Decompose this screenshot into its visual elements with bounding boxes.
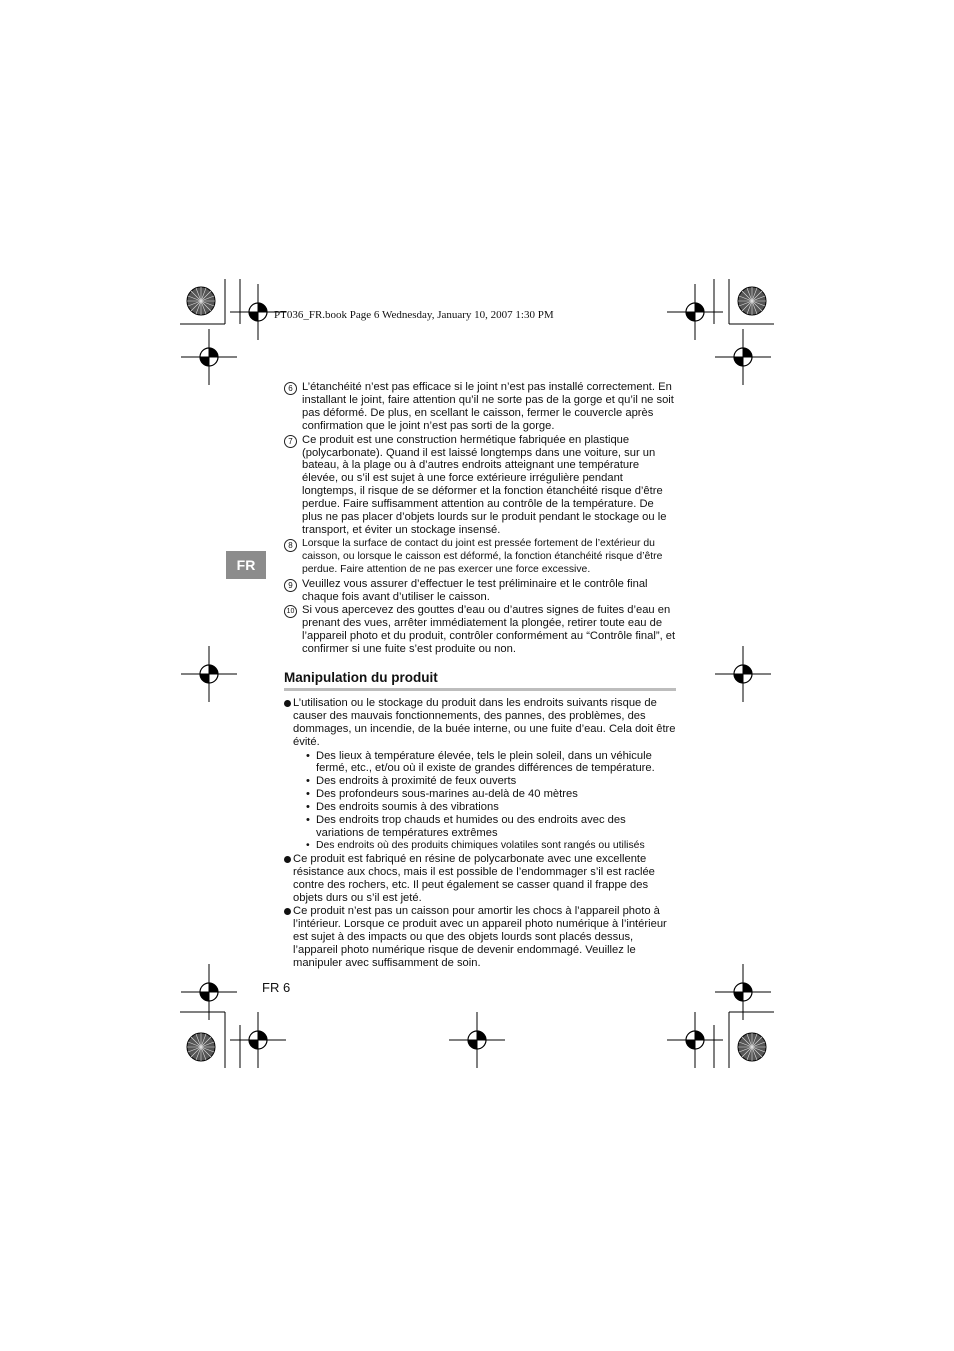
page-number: FR 6 [262, 980, 291, 995]
small-bullet-icon: • [306, 749, 310, 762]
circled-number: 9 [284, 579, 297, 592]
sub-item-text: Des endroits où des produits chimiques volatiles sont rangés ou utilisés [316, 839, 645, 851]
sub-item [284, 840, 676, 853]
circled-number: 8 [284, 539, 297, 552]
sub-item [284, 788, 676, 801]
small-bullet-icon: • [306, 814, 310, 827]
bullet-text: Ce produit est fabriqué en résine de polycarbonate avec une excellente résistance aux chocs, mais il est possible de l’endommager s’il est raclée contre des rochers, etc. Il peut également se casser quand il frappe des objets durs ou s’il est jeté. [293, 852, 655, 904]
sub-item-text: Des profondeurs sous-marines au-delà de 40 mètres [316, 788, 578, 801]
bullet-dot-icon [284, 856, 291, 863]
sub-item [284, 801, 676, 814]
circled-number: 10 [284, 605, 297, 618]
book-header-line: PT036_FR.book Page 6 Wednesday, January 10, 2007 1:30 PM [274, 309, 554, 321]
precaution-text: Ce produit est une construction hermétique fabriquée en plastique (polycarbonate). Quand il est laissé longtemps dans une voiture, sur un bateau, à la plage ou à d’autres endroits atteignant une température élevée, ou s’il est sujet à une force extérieure irrégulière pendant longtemps, il risque de se déformer et la fonction étanchéité risque d’être perdue. Faire suffisamment attention au contrôle de la température. De plus ne pas placer d’objets lourds sur le produit pendant le stockage ou le transport, et éviter un stockage insensé. [302, 433, 667, 536]
sub-item-text: Des endroits soumis à des vibrations [316, 801, 499, 814]
sub-item-text: Des lieux à température élevée, tels le plein soleil, dans un véhicule fermé, etc., et/ou où il existe de grandes différences de température. [316, 749, 655, 775]
small-bullet-icon: • [306, 775, 310, 788]
precaution-item [284, 578, 676, 604]
precaution-text: Si vous apercevez des gouttes d’eau ou d’autres signes de fuites d’eau en prenant des vues, arrêter immédiatement la plongée, retirer toute eau de l’appareil photo et du produit, contrôler conformément au “Contrôle final”, et confirmer si une fuite s’est produite ou non. [302, 604, 676, 656]
precaution-text: Lorsque la surface de contact du joint est pressée fortement de l’extérieur du caisson, ou lorsque le caisson est déformé, la fonction étanchéité risque d’être perdue. Faire attention de ne pas exercer une force excessive. [302, 537, 663, 575]
bullet-text: L’utilisation ou le stockage du produit dans les endroits suivants risque de causer des mauvais fonctionnements, des pannes, des problèmes, des dommages, un incendie, de la buée interne, ou une fuite d’eau. Cela doit être évité. [293, 696, 676, 748]
precaution-item [284, 538, 676, 577]
bullet-dot-icon [284, 700, 291, 707]
bullet-dot-icon [284, 908, 291, 915]
circled-number: 6 [284, 382, 297, 395]
precaution-item [284, 604, 676, 656]
bullet-item [284, 905, 676, 970]
bullet-item [284, 697, 676, 749]
small-bullet-icon: • [306, 801, 310, 814]
sub-item-text: Des endroits à proximité de feux ouverts [316, 775, 517, 788]
sub-item [284, 775, 676, 788]
language-tab: FR [226, 551, 266, 579]
precaution-item [284, 381, 676, 433]
bullet-text: Ce produit n’est pas un caisson pour amortir les chocs à l’appareil photo à l’intérieur. Lorsque ce produit avec un appareil photo numérique à l’intérieur est sujet à des impacts ou que des objets lourds sont placés dessus, l’appareil photo numérique risque de devenir endommagé. Veuillez le manipuler avec suffisamment de soin. [293, 905, 667, 970]
small-bullet-icon: • [306, 839, 310, 851]
circled-number: 7 [284, 435, 297, 448]
bullet-item [284, 853, 676, 905]
page-content [284, 381, 676, 971]
sub-item [284, 814, 676, 840]
section-title: Manipulation du produit [284, 672, 676, 691]
sub-item [284, 750, 676, 776]
precaution-text: L’étanchéité n’est pas efficace si le joint n’est pas installé correctement. En installant le joint, faire attention qu’il ne sorte pas de la gorge et qu’il ne soit pas déformé. De plus, en scellant le caisson, fermer le couvercle après confirmation que le joint n’est pas sorti de la gorge. [302, 381, 674, 432]
precaution-text: Veuillez vous assurer d’effectuer le test préliminaire et le contrôle final chaque fois avant d’utiliser le caisson. [302, 577, 648, 603]
precaution-item [284, 434, 676, 537]
small-bullet-icon: • [306, 788, 310, 801]
sub-item-text: Des endroits trop chauds et humides ou des endroits avec des variations de températures extrêmes [316, 814, 626, 839]
